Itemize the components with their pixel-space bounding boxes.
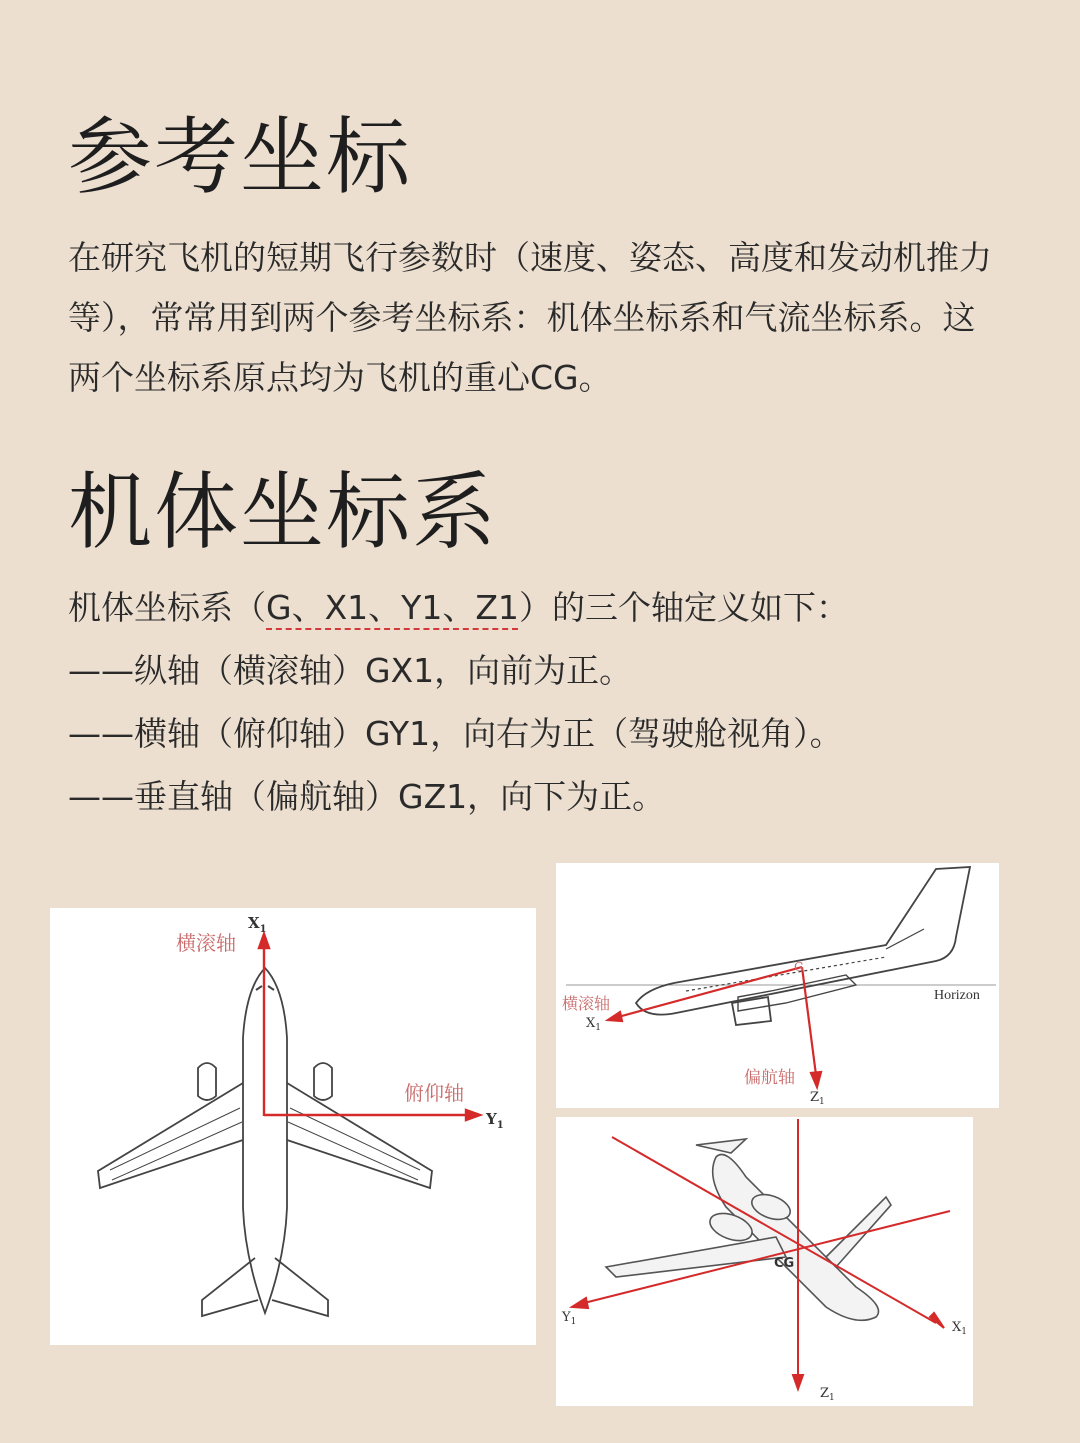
top-x-subscript: 1 (259, 924, 267, 935)
side-yaw-axis-arrowhead (811, 1072, 821, 1087)
side-z-subscript: 1 (819, 1097, 825, 1107)
3d-y-letter: Y (562, 1310, 571, 1325)
intro-paragraph: 在研究飞机的短期飞行参数时（速度、姿态、高度和发动机推力等），常常用到两个参考坐标系：机体坐标系和气流坐标系。这两个坐标系原点均为飞机的重心CG。 (68, 238, 992, 397)
3d-x-letter: X (952, 1320, 962, 1335)
3d-x-axis-line (612, 1137, 936, 1323)
intro-suffix: ）的三个轴定义如下： (518, 588, 849, 627)
top-x-label (248, 914, 267, 935)
3d-z-letter: Z (820, 1386, 830, 1401)
figure-3d-view (556, 1117, 973, 1406)
3d-z-subscript: 1 (829, 1393, 835, 1403)
top-y-letter: Y (486, 1110, 497, 1128)
figure-side-view (556, 863, 999, 1108)
side-g-label: G (794, 960, 804, 974)
pitch-axis-arrowhead (466, 1110, 480, 1120)
side-x-subscript: 1 (595, 1023, 601, 1033)
3d-z-label (820, 1386, 835, 1403)
side-roll-axis-arrowhead (608, 1012, 622, 1021)
side-z-label (810, 1090, 825, 1107)
top-pitch-label: 俯仰轴 (404, 1081, 464, 1105)
figure-top-view (50, 908, 536, 1345)
axis-definition-yaw: ——垂直轴（偏航轴）GZ1，向下为正。 (68, 777, 666, 816)
axis-definition-pitch: ——横轴（俯仰轴）GY1，向右为正（驾驶舱视角）。 (68, 714, 843, 753)
3d-z-axis-arrowhead (793, 1375, 803, 1389)
side-roll-label: 横滚轴 (562, 994, 611, 1013)
3d-y-axis-arrowhead (572, 1298, 588, 1308)
intro-prefix: 机体坐标系（ (68, 588, 266, 627)
side-roll-axis-line (618, 967, 802, 1017)
3d-y-subscript: 1 (570, 1317, 577, 1327)
top-y-subscript: 1 (496, 1120, 504, 1131)
3d-x-label (952, 1320, 967, 1337)
axis-definition-roll: ——纵轴（横滚轴）GX1，向前为正。 (68, 651, 633, 690)
cg-label: CG (774, 1256, 795, 1271)
section-title-reference-coordinates: 参考坐标 (68, 108, 413, 206)
top-y-label (485, 1110, 504, 1131)
3d-y-label (561, 1310, 576, 1327)
side-yaw-label: 偏航轴 (744, 1068, 795, 1088)
body-axes-intro (68, 588, 849, 628)
side-x-label (586, 1016, 601, 1033)
roll-axis-arrowhead (259, 934, 269, 948)
top-view-airplane-drawing (50, 908, 536, 1345)
top-roll-label: 横滚轴 (176, 931, 236, 955)
3d-x-subscript: 1 (961, 1327, 967, 1337)
side-z-letter: Z (810, 1090, 820, 1105)
side-view-airplane-drawing (556, 863, 999, 1108)
axes-symbols: G、X1、Y1、Z1 (266, 588, 519, 627)
3d-view-airplane-drawing (556, 1117, 973, 1406)
top-x-letter: X (248, 914, 260, 932)
section-title-body-axes: 机体坐标系 (68, 463, 499, 561)
side-x-letter: X (586, 1016, 596, 1031)
horizon-label: Horizon (934, 988, 980, 1003)
